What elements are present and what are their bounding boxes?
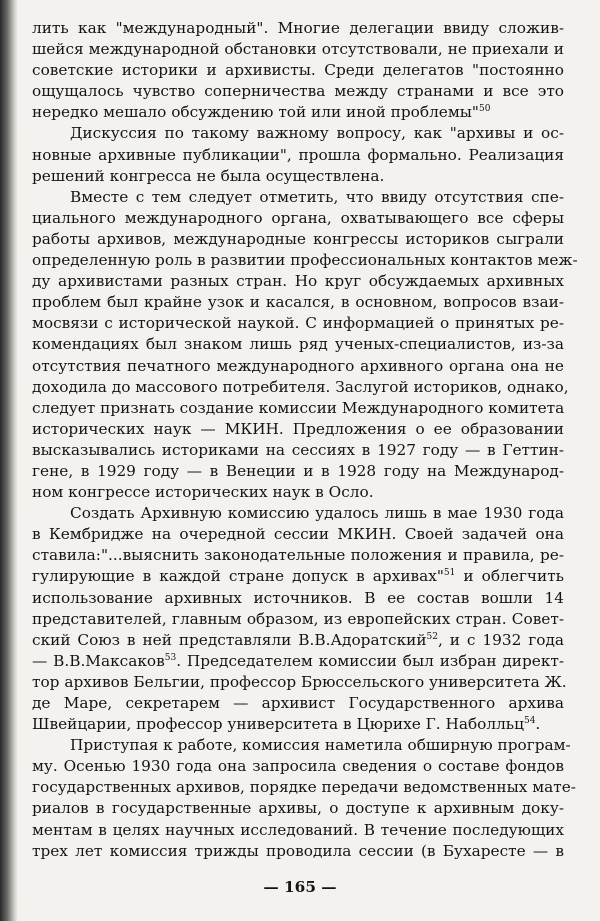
footnote-reference: 50 <box>478 104 491 115</box>
paragraph <box>32 123 564 186</box>
text-fragment: — В.В.Максаков <box>32 651 165 670</box>
text-line: шейся международной обстановки отсутствовали, не приехали и <box>32 40 564 59</box>
text-line: циального международного органа, охватывающего все сферы <box>32 208 564 227</box>
text-line: комендациях был знаком лишь ряд ученых-специалистов, из-за <box>32 335 564 354</box>
text-line: тор архивов Бельгии, профессор Брюссельского университета Ж. <box>32 672 567 691</box>
page-number: — 165 — <box>263 878 337 896</box>
text-line: следует признать создание комиссии Международного комитета <box>32 398 565 417</box>
text-line: проблем был крайне узок и касался, в основном, вопросов взаи- <box>32 293 564 312</box>
text-line: де Маре, секретарем — архивист Государственного архива <box>32 694 564 712</box>
text-line: Вместе с тем следует отметить, что ввиду отсутствия спе- <box>70 187 564 206</box>
text-line: ставила:"...выяснить законодательные положения и правила, ре- <box>32 546 564 565</box>
text-fragment: и облегчить <box>455 567 564 586</box>
text-fragment: гулирующие в каждой стране допуск в архивах" <box>32 567 444 586</box>
text-line: отсутствия печатного международного архивного органа она не <box>32 356 564 375</box>
footnote-reference: 52 <box>426 631 438 642</box>
text-line: Приступая к работе, комиссия наметила обширную програм- <box>70 736 571 755</box>
text-fragment: ский Союз в ней представляли В.В.Адоратский <box>32 630 427 649</box>
text-line: исторических наук — МКИН. Предложения о ее образовании <box>32 419 564 438</box>
text-line: Дискуссия по такому важному вопросу, как "архивы и ос- <box>70 124 564 143</box>
text-line: доходила до массового потребителя. Заслугой историков, однако, <box>32 377 569 396</box>
text-line <box>32 651 564 672</box>
text-line: высказывались историками на сессиях в 1927 году — в Геттин- <box>32 440 564 459</box>
text-fragment: нередко мешало обсуждению той или иной проблемы" <box>32 103 479 122</box>
text-line <box>32 714 564 735</box>
book-binding-shadow <box>0 0 18 921</box>
text-line: в Кембридже на очередной сессии МКИН. Своей задачей она <box>32 525 564 544</box>
text-line: ощущалось чувство соперничества между странами и все это <box>32 82 564 101</box>
text-line <box>32 630 564 651</box>
paragraph <box>32 187 578 503</box>
footnote-reference: 53 <box>164 652 177 663</box>
footnote-reference: 51 <box>443 568 456 579</box>
book-page-text <box>32 18 578 862</box>
text-line: риалов в государственные архивы, о доступе к архивным доку- <box>32 799 564 818</box>
text-line: работы архивов, международные конгрессы историков сыграли <box>32 229 564 248</box>
text-line: использование архивных источников. В ее состав вошли 14 <box>32 588 564 607</box>
text-line <box>32 102 564 123</box>
text-fragment: , и с 1932 года <box>438 630 564 649</box>
text-line: лить как "международный". Многие делегации ввиду сложив- <box>32 19 564 37</box>
text-line: определенную роль в развитии профессиональных контактов меж- <box>32 251 578 270</box>
paragraph <box>32 735 576 862</box>
text-line: Создать Архивную комиссию удалось лишь в мае 1930 года <box>70 504 564 523</box>
text-line: новные архивные публикации", прошла формально. Реализация <box>32 145 564 164</box>
text-line: ном конгрессе исторических наук в Осло. <box>32 483 374 502</box>
text-line: решений конгресса не была осуществлена. <box>32 166 385 185</box>
text-fragment: Швейцарии, профессор университета в Цюрихе Г. Наболльц <box>32 715 524 734</box>
footnote-reference: 54 <box>523 716 536 726</box>
text-line: мосвязи с исторической наукой. С информацией о принятых ре- <box>32 314 564 333</box>
text-line: трех лет комиссия трижды проводила сессии (в Бухаресте — в <box>32 841 564 860</box>
text-line: ментам в целях научных исследований. В течение последующих <box>32 820 564 839</box>
paragraph <box>32 503 567 735</box>
text-line: государственных архивов, порядке передачи ведомственных мате- <box>32 778 576 797</box>
text-line: советские историки и архивисты. Среди делегатов "постоянно <box>32 61 564 80</box>
text-line: му. Осенью 1930 года она запросила сведения о составе фондов <box>32 757 564 776</box>
text-line: ду архивистами разных стран. Но круг обсуждаемых архивных <box>32 272 564 291</box>
paragraph <box>32 18 564 123</box>
text-fragment: . Председателем комиссии был избран директ- <box>176 651 565 670</box>
text-fragment: . <box>535 715 541 734</box>
text-line <box>32 566 564 587</box>
text-line: гене, в 1929 году — в Венеции и в 1928 году на Международ- <box>32 461 564 480</box>
text-line: представителей, главным образом, из европейских стран. Совет- <box>32 609 564 628</box>
